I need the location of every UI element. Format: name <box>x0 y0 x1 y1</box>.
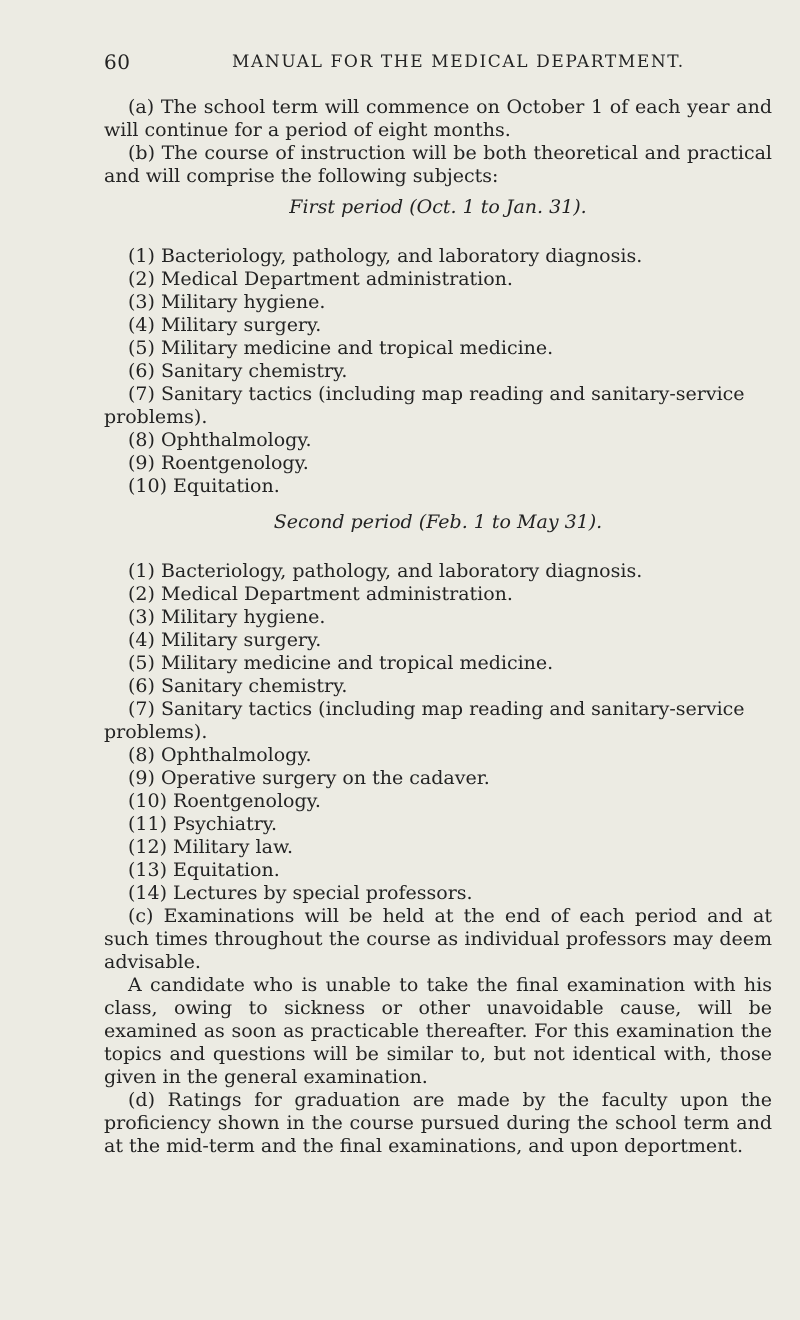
page-number: 60 <box>104 50 131 74</box>
list-item: (14) Lectures by special professors. <box>128 882 473 904</box>
second-period-heading: Second period (Feb. 1 to May 31). <box>273 511 603 533</box>
paragraph-d: (d) Ratings for graduation are made by the faculty upon the proficiency shown in the course pursued during the school term and at the mid-term and the final examinations, and upon deportment. <box>104 1089 772 1157</box>
list-item: (6) Sanitary chemistry. <box>128 675 348 697</box>
list-item: (7) Sanitary tactics (including map reading and sanitary-service problems). <box>104 698 745 743</box>
list-item: (2) Medical Department administration. <box>128 583 513 605</box>
list-item: (10) Equitation. <box>128 475 280 497</box>
running-head: MANUAL FOR THE MEDICAL DEPARTMENT. <box>232 52 685 72</box>
list-item: (11) Psychiatry. <box>128 813 278 835</box>
list-item: (9) Operative surgery on the cadaver. <box>128 767 490 789</box>
paragraph-candidate: A candidate who is unable to take the final examination with his class, owing to sickness or other unavoidable cause, will be examined as soon as practicable thereafter. For this examination the topics and questions will be similar to, but not identical with, those given in the general examination. <box>104 974 772 1088</box>
first-period-heading: First period (Oct. 1 to Jan. 31). <box>289 196 587 218</box>
list-item: (3) Military hygiene. <box>128 291 326 313</box>
list-item: (8) Ophthalmology. <box>128 744 312 766</box>
list-item: (4) Military surgery. <box>128 629 322 651</box>
list-item: (3) Military hygiene. <box>128 606 326 628</box>
list-item: (10) Roentgenology. <box>128 790 321 812</box>
list-item: (9) Roentgenology. <box>128 452 309 474</box>
list-item: (7) Sanitary tactics (including map reading and sanitary-service problems). <box>104 383 745 428</box>
list-item: (1) Bacteriology, pathology, and laboratory diagnosis. <box>128 245 643 267</box>
paragraph-a: (a) The school term will commence on October 1 of each year and will continue for a period of eight months. <box>104 96 772 141</box>
list-item: (4) Military surgery. <box>128 314 322 336</box>
list-item: (6) Sanitary chemistry. <box>128 360 348 382</box>
paragraph-b: (b) The course of instruction will be both theoretical and practical and will comprise the following subjects: <box>104 142 772 187</box>
list-item: (5) Military medicine and tropical medicine. <box>128 652 554 674</box>
list-item: (8) Ophthalmology. <box>128 429 312 451</box>
second-period-subject-list <box>104 560 772 905</box>
list-item: (1) Bacteriology, pathology, and laboratory diagnosis. <box>128 560 643 582</box>
paragraph-c: (c) Examinations will be held at the end of each period and at such times throughout the course as individual professors may deem advisable. <box>104 905 772 973</box>
list-item: (12) Military law. <box>128 836 293 858</box>
first-period-subject-list <box>104 245 772 498</box>
list-item: (5) Military medicine and tropical medicine. <box>128 337 554 359</box>
list-item: (2) Medical Department administration. <box>128 268 513 290</box>
body-text <box>104 96 772 1158</box>
page-header <box>104 50 754 84</box>
list-item: (13) Equitation. <box>128 859 280 881</box>
